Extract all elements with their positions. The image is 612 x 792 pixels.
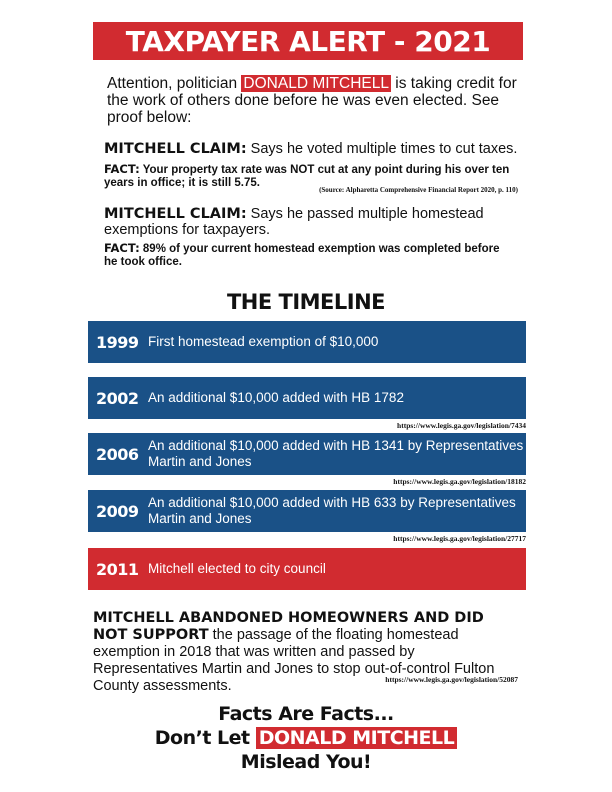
- fact-1-source: (Source: Alpharetta Comprehensive Financial Report 2020, p. 110): [319, 186, 518, 194]
- timeline-text: First homestead exemption of $10,000: [148, 334, 379, 349]
- claim-2-label: MITCHELL CLAIM:: [104, 206, 247, 222]
- claim-2-text: Says he passed multiple homestead exemptions for taxpayers.: [104, 206, 484, 238]
- tagline-line-1: Facts Are Facts...: [218, 703, 394, 725]
- fact-1-label: FACT:: [104, 162, 140, 176]
- politician-name-highlight: DONALD MITCHELL: [243, 75, 389, 92]
- claim-1-text: Says he voted multiple times to cut taxes.: [246, 141, 518, 157]
- closing-text: the passage of the floating homestead exemption in 2018 that was written and passed by Representatives Martin and Jones to stop out-of-control Fulton County assessments.: [93, 627, 495, 694]
- timeline-row-2011: [88, 548, 526, 590]
- timeline-text: Mitchell elected to city council: [148, 561, 326, 576]
- timeline-year: 1999: [96, 332, 139, 352]
- timeline-text: An additional $10,000 added with HB 1341 by Representatives Martin and Jones: [148, 438, 524, 469]
- intro-paragraph: [107, 75, 527, 126]
- fact-1-text: Your property tax rate was NOT cut at any point during his over ten years in office; it is still 5.75.: [104, 164, 510, 189]
- intro-pre: Attention, politician: [107, 75, 242, 92]
- page-title: TAXPAYER ALERT - 2021: [125, 24, 491, 58]
- closing-link[interactable]: https://www.legis.ga.gov/legislation/52087: [385, 675, 518, 684]
- intro-post: is taking credit for the work of others done before he was even elected. See proof below:: [107, 75, 517, 126]
- title-banner: [93, 22, 523, 60]
- timeline-row-2006: [88, 433, 526, 475]
- fact-2-label: FACT:: [104, 241, 140, 255]
- timeline-year: 2002: [96, 388, 139, 408]
- timeline-row-1999: [88, 321, 526, 363]
- timeline-row-2002: [88, 377, 526, 419]
- fact-2-text: 89% of your current homestead exemption was completed before he took office.: [104, 243, 500, 268]
- tagline-line-3: Mislead You!: [240, 751, 372, 773]
- claim-1-label: MITCHELL CLAIM:: [104, 141, 247, 157]
- timeline-link-2002[interactable]: https://www.legis.ga.gov/legislation/7434: [397, 421, 526, 430]
- claim-2: [104, 206, 504, 238]
- timeline-row-2009: [88, 490, 526, 532]
- closing-bold: MITCHELL ABANDONED HOMEOWNERS AND DID NOT SUPPORT: [93, 610, 484, 643]
- timeline-year: 2011: [96, 559, 139, 579]
- claim-1: [104, 141, 524, 157]
- fact-2: [104, 242, 514, 269]
- tagline-pre: Don’t Let: [154, 727, 256, 749]
- timeline-text: An additional $10,000 added with HB 633 by Representatives Martin and Jones: [148, 495, 516, 526]
- timeline-year: 2006: [96, 444, 139, 464]
- timeline-year: 2009: [96, 501, 139, 521]
- timeline-link-2009[interactable]: https://www.legis.ga.gov/legislation/27717: [393, 534, 526, 543]
- timeline-title: THE TIMELINE: [226, 290, 386, 314]
- timeline-text: An additional $10,000 added with HB 1782: [148, 390, 404, 405]
- timeline-link-2006[interactable]: https://www.legis.ga.gov/legislation/18182: [393, 477, 526, 486]
- tagline-name-highlight: DONALD MITCHELL: [256, 727, 458, 749]
- tagline-line-2: [0, 727, 612, 750]
